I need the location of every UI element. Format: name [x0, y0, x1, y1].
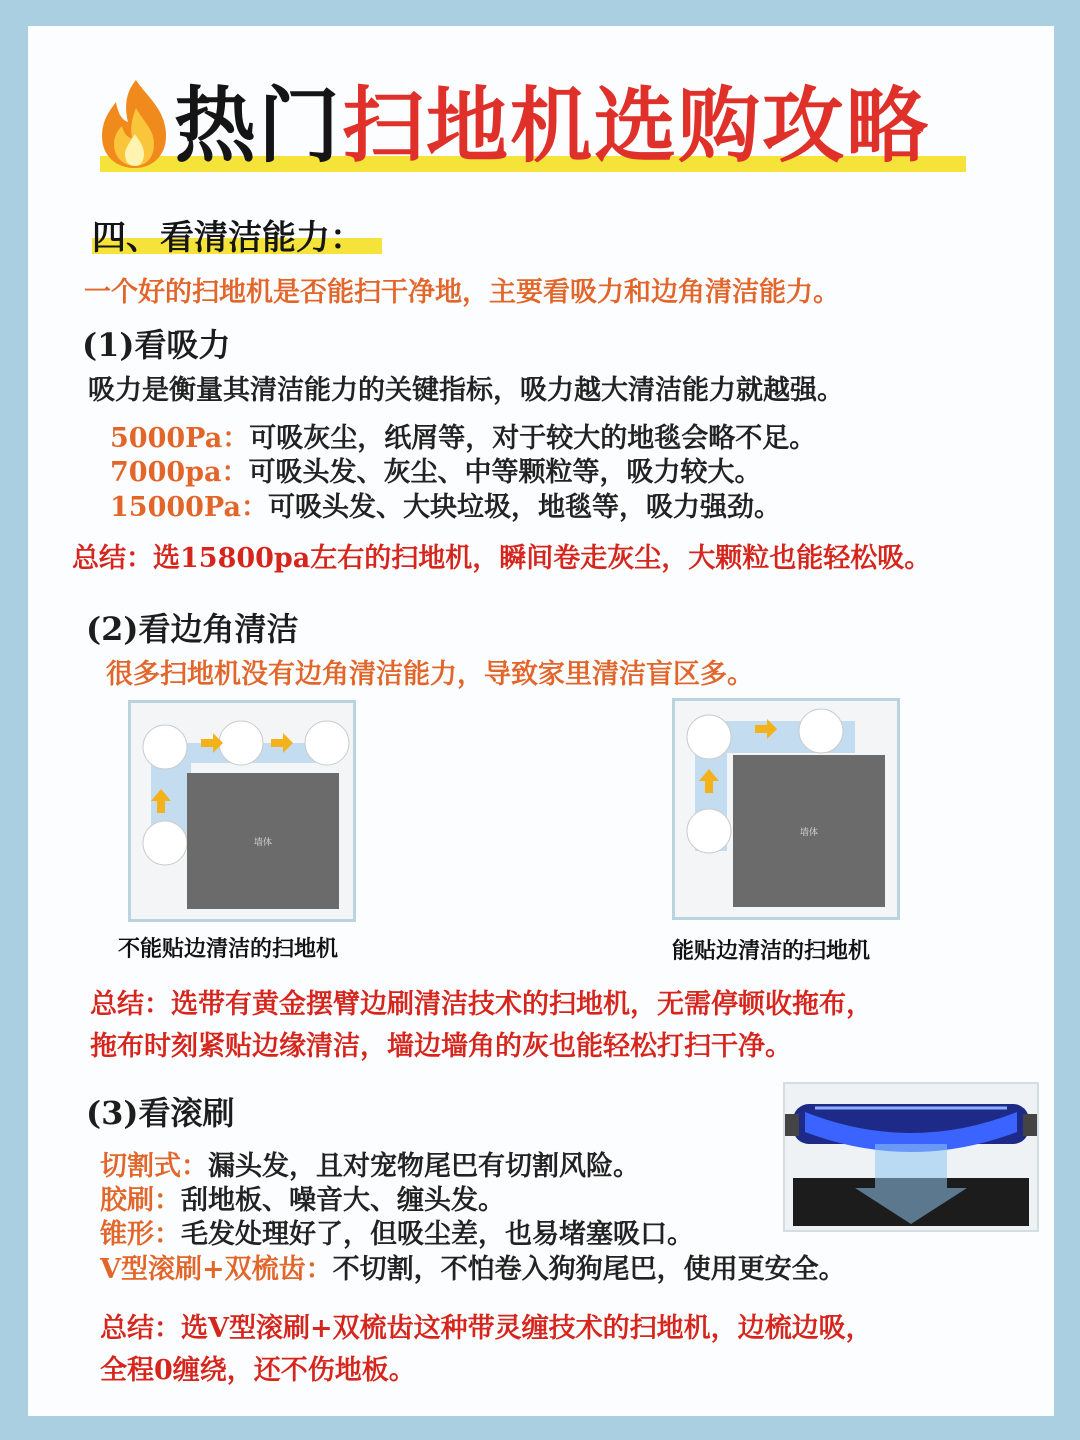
level-label: 5000Pa：	[110, 423, 250, 454]
roller-summary-line1: 总结：选V型滚刷+双梳齿这种带灵缠技术的扫地机，边梳边吸，	[100, 1313, 873, 1344]
title-part1: 热门	[174, 79, 343, 174]
fire-icon	[96, 78, 174, 170]
roller-brush-illustration	[785, 1084, 1037, 1230]
figure-caption-left: 不能贴边清洁的扫地机	[118, 937, 339, 962]
wall-block: 墙体	[187, 773, 339, 909]
level-text: 可吸头发、灰尘、中等颗粒等，吸力较大。	[248, 457, 762, 488]
page-title	[96, 72, 976, 182]
roller-summary-line2: 全程0缠绕，还不伤地板。	[100, 1355, 416, 1386]
roller-brush-image	[783, 1082, 1039, 1232]
type-text: 不切割，不怕卷入狗狗尾巴，使用更安全。	[332, 1254, 846, 1285]
corner-desc: 很多扫地机没有边角清洁能力，导致家里清洁盲区多。	[106, 659, 754, 690]
title-part2: 扫地机选购攻略	[342, 79, 931, 174]
type-text: 漏头发，且对宠物尾巴有切割风险。	[208, 1151, 640, 1182]
section-intro: 一个好的扫地机是否能扫干净地，主要看吸力和边角清洁能力。	[84, 277, 840, 308]
level-label: 15000Pa：	[110, 492, 269, 523]
suction-level-15000	[110, 485, 781, 524]
wall-block: 墙体	[733, 755, 885, 907]
suction-level-7000	[110, 450, 762, 489]
figure-caption-right: 能贴边清洁的扫地机	[672, 939, 871, 964]
type-label: 胶刷：	[100, 1185, 181, 1216]
corner-summary-line1: 总结：选带有黄金摆臂边刷清洁技术的扫地机，无需停顿收拖布，	[90, 989, 873, 1020]
type-label: V型滚刷+双梳齿：	[100, 1254, 333, 1285]
suction-heading: (1)看吸力	[82, 326, 231, 364]
figure-edge-cleaning	[672, 698, 900, 920]
section-heading: 四、看清洁能力：	[92, 218, 364, 258]
suction-summary: 总结：选15800pa左右的扫地机，瞬间卷走灰尘，大颗粒也能轻松吸。	[72, 543, 932, 574]
roller-type-v-shape	[100, 1247, 846, 1286]
type-text: 毛发处理好了，但吸尘差，也易堵塞吸口。	[181, 1219, 694, 1250]
roller-type-tapered	[100, 1212, 694, 1251]
corner-summary-line2: 拖布时刻紧贴边缘清洁，墙边墙角的灰也能轻松打扫干净。	[90, 1031, 792, 1062]
title-text	[174, 72, 930, 182]
type-label: 切割式：	[100, 1151, 208, 1182]
roller-heading: (3)看滚刷	[86, 1094, 235, 1132]
type-label: 锥形：	[100, 1219, 181, 1250]
level-label: 7000pa：	[110, 457, 249, 488]
level-text: 可吸头发、大块垃圾，地毯等，吸力强劲。	[268, 492, 782, 523]
corner-heading: (2)看边角清洁	[86, 610, 299, 648]
figure-no-edge-cleaning	[128, 700, 356, 922]
level-text: 可吸灰尘，纸屑等，对于较大的地毯会略不足。	[249, 423, 817, 454]
suction-desc: 吸力是衡量其清洁能力的关键指标，吸力越大清洁能力就越强。	[88, 375, 844, 406]
type-text: 刮地板、噪音大、缠头发。	[181, 1185, 505, 1216]
